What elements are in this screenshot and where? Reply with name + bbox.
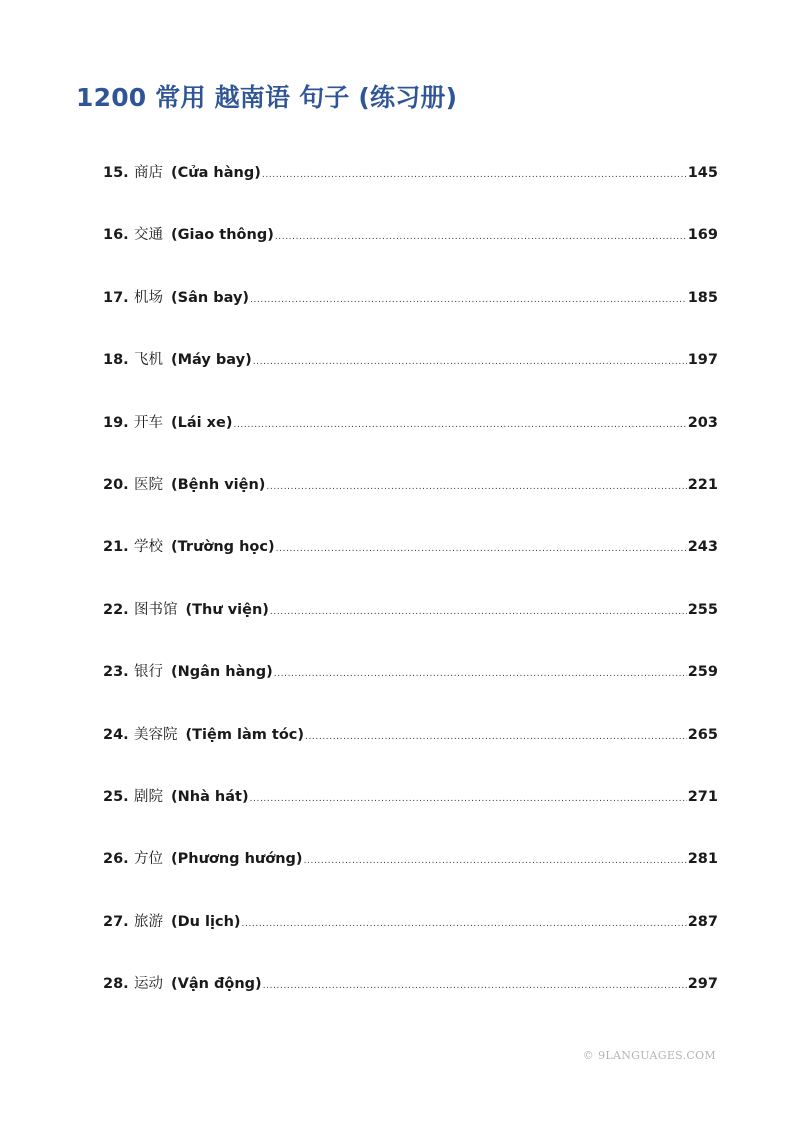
copyright-icon: © bbox=[582, 1049, 595, 1062]
toc-dot-leader bbox=[250, 287, 687, 313]
toc-entry-page: 271 bbox=[687, 788, 718, 805]
toc-entry-vietnamese: (Ngân hàng) bbox=[171, 664, 273, 681]
toc-entry-vietnamese: (Cửa hàng) bbox=[171, 165, 261, 181]
toc-entry[interactable] bbox=[103, 347, 718, 409]
toc-entry-page: 221 bbox=[687, 476, 718, 493]
toc-entry-number: 28. bbox=[103, 976, 129, 993]
toc-entry-page: 259 bbox=[687, 664, 718, 681]
toc-entry-chinese: 商店 bbox=[134, 165, 163, 181]
toc-entry-page: 287 bbox=[687, 913, 718, 930]
toc-entry-page: 169 bbox=[687, 227, 718, 244]
toc-entry-page: 281 bbox=[687, 851, 718, 868]
toc-dot-leader bbox=[266, 474, 686, 500]
toc-entry-page: 197 bbox=[687, 352, 718, 369]
table-of-contents bbox=[103, 160, 718, 1033]
toc-entry[interactable] bbox=[103, 160, 718, 222]
toc-entry-page: 265 bbox=[687, 726, 718, 743]
toc-entry-vietnamese: (Máy bay) bbox=[171, 352, 252, 369]
toc-entry-chinese: 图书馆 bbox=[134, 601, 178, 618]
page-title: 1200 常用 越南语 句子 (练习册) bbox=[76, 83, 458, 112]
toc-entry-page: 145 bbox=[687, 165, 718, 181]
toc-entry-vietnamese: (Phương hướng) bbox=[171, 851, 303, 868]
toc-entry[interactable] bbox=[103, 784, 718, 846]
toc-entry-number: 22. bbox=[103, 601, 129, 618]
toc-entry-vietnamese: (Trường học) bbox=[171, 539, 275, 556]
toc-entry-page: 203 bbox=[687, 414, 718, 431]
toc-entry[interactable] bbox=[103, 222, 718, 284]
toc-entry-vietnamese: (Thư viện) bbox=[185, 601, 269, 618]
toc-entry-number: 26. bbox=[103, 851, 129, 868]
toc-dot-leader bbox=[263, 973, 687, 999]
toc-entry[interactable] bbox=[103, 909, 718, 971]
toc-entry-number: 18. bbox=[103, 352, 129, 369]
toc-entry-vietnamese: (Giao thông) bbox=[171, 227, 274, 244]
toc-entry-page: 297 bbox=[687, 976, 718, 993]
toc-entry-chinese: 剧院 bbox=[134, 788, 163, 805]
toc-entry[interactable] bbox=[103, 472, 718, 534]
toc-dot-leader bbox=[233, 412, 686, 438]
toc-dot-leader bbox=[250, 786, 687, 812]
toc-dot-leader bbox=[276, 536, 687, 562]
toc-entry[interactable] bbox=[103, 846, 718, 908]
toc-dot-leader bbox=[253, 349, 687, 375]
toc-entry-vietnamese: (Tiệm làm tóc) bbox=[185, 726, 305, 743]
toc-entry-vietnamese: (Nhà hát) bbox=[171, 788, 249, 805]
watermark bbox=[583, 1049, 716, 1062]
toc-entry-vietnamese: (Vận động) bbox=[171, 976, 262, 993]
toc-entry[interactable] bbox=[103, 410, 718, 472]
toc-entry-number: 20. bbox=[103, 476, 129, 493]
toc-entry[interactable] bbox=[103, 285, 718, 347]
toc-entry[interactable] bbox=[103, 722, 718, 784]
toc-dot-leader bbox=[274, 661, 687, 687]
toc-dot-leader bbox=[262, 162, 687, 188]
toc-entry-vietnamese: (Bệnh viện) bbox=[171, 476, 266, 493]
toc-entry-vietnamese: (Sân bay) bbox=[171, 289, 250, 306]
toc-entry-chinese: 银行 bbox=[134, 664, 163, 681]
toc-entry-vietnamese: (Lái xe) bbox=[171, 414, 233, 431]
toc-dot-leader bbox=[275, 224, 687, 250]
toc-entry-chinese: 学校 bbox=[134, 539, 163, 556]
toc-entry-number: 24. bbox=[103, 726, 129, 743]
toc-entry-number: 25. bbox=[103, 788, 129, 805]
toc-entry-number: 27. bbox=[103, 913, 129, 930]
toc-entry-chinese: 机场 bbox=[134, 289, 163, 306]
toc-entry-chinese: 方位 bbox=[134, 851, 163, 868]
toc-entry-page: 185 bbox=[687, 289, 718, 306]
toc-entry-number: 16. bbox=[103, 227, 129, 244]
toc-entry[interactable] bbox=[103, 534, 718, 596]
toc-entry-chinese: 旅游 bbox=[134, 913, 163, 930]
toc-entry-page: 243 bbox=[687, 539, 718, 556]
toc-entry-chinese: 医院 bbox=[134, 476, 163, 493]
toc-entry-vietnamese: (Du lịch) bbox=[171, 913, 241, 930]
toc-entry[interactable] bbox=[103, 659, 718, 721]
toc-entry-number: 15. bbox=[103, 165, 129, 181]
toc-entry-chinese: 开车 bbox=[134, 414, 163, 431]
toc-entry-chinese: 美容院 bbox=[134, 726, 178, 743]
toc-entry-number: 21. bbox=[103, 539, 129, 556]
toc-entry-chinese: 飞机 bbox=[134, 352, 163, 369]
toc-entry[interactable] bbox=[103, 597, 718, 659]
toc-entry-number: 17. bbox=[103, 289, 129, 306]
toc-entry-number: 19. bbox=[103, 414, 129, 431]
toc-dot-leader bbox=[304, 848, 687, 874]
toc-entry-number: 23. bbox=[103, 664, 129, 681]
toc-entry-page: 255 bbox=[687, 601, 718, 618]
toc-entry-chinese: 交通 bbox=[134, 227, 163, 244]
toc-entry-chinese: 运动 bbox=[134, 976, 163, 993]
toc-dot-leader bbox=[270, 599, 687, 625]
toc-dot-leader bbox=[305, 724, 687, 750]
watermark-text: 9LANGUAGES.COM bbox=[598, 1049, 716, 1062]
toc-entry[interactable] bbox=[103, 971, 718, 1033]
toc-dot-leader bbox=[242, 911, 687, 937]
